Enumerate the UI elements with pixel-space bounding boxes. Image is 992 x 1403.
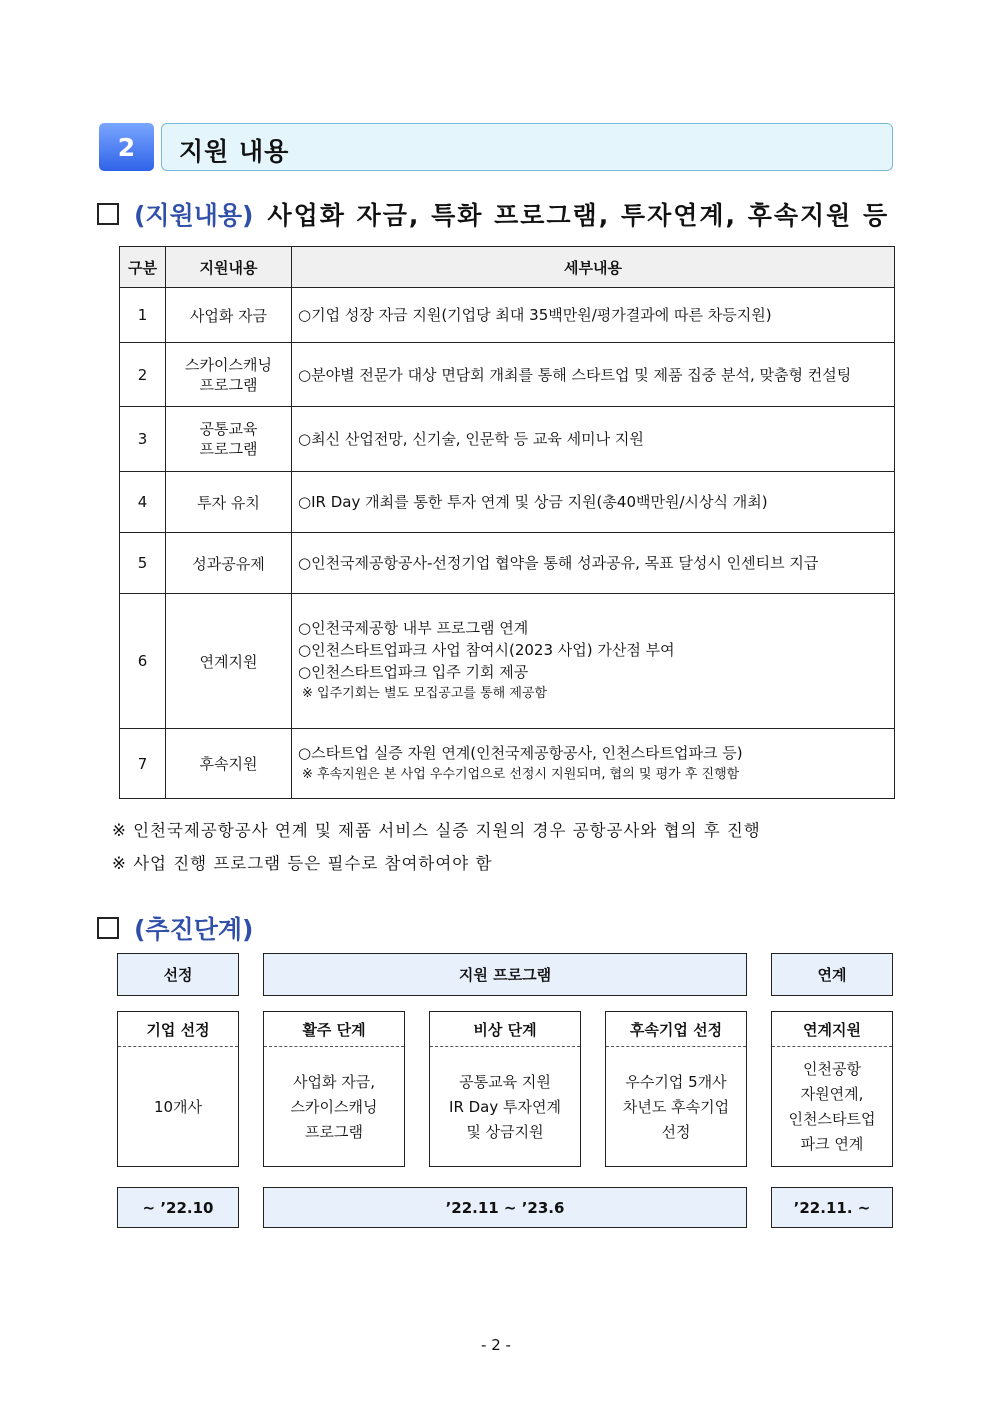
row-detail	[292, 407, 895, 472]
note-1: ※ 인천국제공항공사 연계 및 제품 서비스 실증 지원의 경우 공항공사와 협의 후 진행	[112, 821, 761, 840]
row-detail	[292, 343, 895, 407]
row-name: 공통교육 프로그램	[166, 407, 292, 472]
row-number: 1	[120, 288, 166, 343]
date-selection: ~ ’22.10	[117, 1187, 239, 1228]
row-name: 후속지원	[166, 729, 292, 799]
col-header-detail: 세부내용	[292, 247, 895, 288]
detail-line: ○인천국제공항공사-선정기업 협약을 통해 성과공유, 목표 달성시 인센티브 지급	[298, 554, 819, 572]
section-title-box	[161, 123, 893, 171]
process-heading	[97, 910, 253, 946]
section-number: 2	[99, 123, 154, 171]
row-name: 사업화 자금	[166, 288, 292, 343]
card-title: 후속기업 선정	[606, 1012, 746, 1047]
content-heading-text: 사업화 자금, 특화 프로그램, 투자연계, 후속지원 등	[267, 201, 890, 230]
phase-support-program: 지원 프로그램	[263, 953, 747, 996]
phase-linkage: 연계	[771, 953, 893, 996]
card-body: 10개사	[153, 1097, 203, 1116]
date-linkage: ’22.11. ~	[771, 1187, 893, 1228]
card-title: 비상 단계	[430, 1012, 580, 1047]
table-header-row	[120, 247, 895, 288]
table-row	[120, 343, 895, 407]
col-header-category: 구분	[120, 247, 166, 288]
support-table	[119, 246, 895, 799]
detail-line: ○스타트업 실증 자원 연계(인천국제공항공사, 인천스타트업파크 등)	[298, 743, 743, 762]
detail-line: ○인천스타트업파크 입주 기회 제공	[298, 663, 529, 681]
table-row	[120, 472, 895, 533]
row-name: 투자 유치	[166, 472, 292, 533]
card-body: 인천공항 자원연계, 인천스타트업 파크 연계	[788, 1060, 876, 1153]
detail-line: ○기업 성장 자금 지원(기업당 최대 35백만원/평가결과에 따른 차등지원)	[298, 306, 772, 324]
detail-subnote: ※ 입주기회는 별도 모집공고를 통해 제공함	[302, 686, 548, 701]
process-card	[117, 1011, 239, 1167]
content-heading-label: (지원내용)	[134, 201, 254, 230]
table-row	[120, 594, 895, 729]
section-title: 지원 내용	[179, 137, 290, 166]
detail-line: ○IR Day 개최를 통한 투자 연계 및 상금 지원(총40백만원/시상식 개최)	[298, 493, 768, 511]
row-name: 스카이스캐닝 프로그램	[166, 343, 292, 407]
row-number: 2	[120, 343, 166, 407]
card-body: 사업화 자금, 스카이스캐닝 프로그램	[290, 1072, 378, 1141]
row-detail	[292, 729, 895, 799]
card-body: 공통교육 지원 IR Day 투자연계 및 상금지원	[449, 1072, 561, 1141]
row-name: 성과공유제	[166, 533, 292, 594]
card-title: 기업 선정	[118, 1012, 238, 1047]
process-card	[771, 1011, 893, 1167]
page-number: - 2 -	[481, 1336, 511, 1354]
row-detail	[292, 288, 895, 343]
table-row	[120, 729, 895, 799]
note-2: ※ 사업 진행 프로그램 등은 필수로 참여하여야 함	[112, 854, 493, 873]
content-heading	[97, 196, 889, 232]
phase-selection: 선정	[117, 953, 239, 996]
card-title: 연계지원	[772, 1012, 892, 1047]
card-body: 우수기업 5개사 차년도 후속기업 선정	[622, 1072, 730, 1141]
row-number: 6	[120, 594, 166, 729]
process-heading-label: (추진단계)	[134, 915, 254, 944]
row-detail	[292, 472, 895, 533]
row-number: 7	[120, 729, 166, 799]
col-header-support: 지원내용	[166, 247, 292, 288]
section-header	[99, 123, 893, 171]
process-card	[263, 1011, 405, 1167]
row-name: 연계지원	[166, 594, 292, 729]
process-card	[605, 1011, 747, 1167]
table-row	[120, 533, 895, 594]
row-number: 3	[120, 407, 166, 472]
row-number: 4	[120, 472, 166, 533]
square-bullet-icon	[97, 203, 119, 225]
detail-subnote: ※ 후속지원은 본 사업 우수기업으로 선정시 지원되며, 협의 및 평가 후 진행함	[302, 766, 740, 782]
table-row	[120, 407, 895, 472]
square-bullet-icon	[97, 917, 119, 939]
detail-line: ○인천스타트업파크 사업 참여시(2023 사업) 가산점 부여	[298, 641, 675, 659]
date-support-program: ’22.11 ~ ’23.6	[263, 1187, 747, 1228]
row-number: 5	[120, 533, 166, 594]
row-detail	[292, 594, 895, 729]
detail-line: ○분야별 전문가 대상 면담회 개최를 통해 스타트업 및 제품 집중 분석, 맞춤형 컨설팅	[298, 365, 852, 384]
process-card	[429, 1011, 581, 1167]
detail-line: ○인천국제공항 내부 프로그램 연계	[298, 619, 529, 637]
detail-line: ○최신 산업전망, 신기술, 인문학 등 교육 세미나 지원	[298, 430, 644, 448]
row-detail	[292, 533, 895, 594]
table-row	[120, 288, 895, 343]
card-title: 활주 단계	[264, 1012, 404, 1047]
